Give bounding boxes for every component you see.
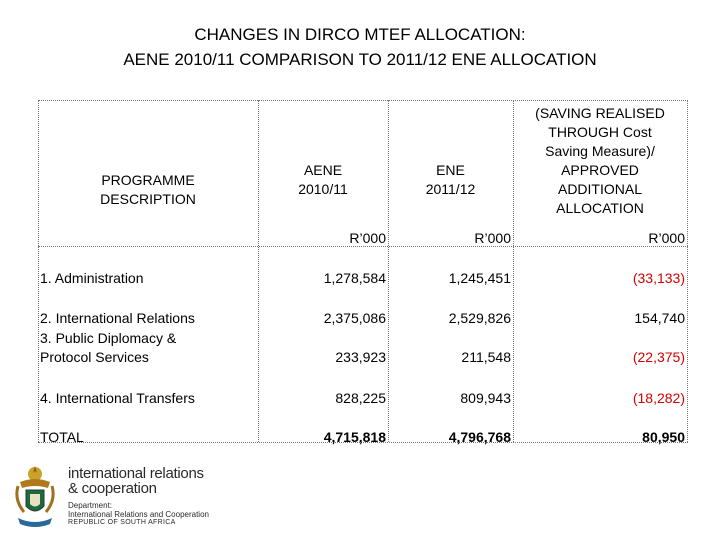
cell-ene: 809,943: [460, 390, 511, 406]
header-programme-line: PROGRAMME: [101, 172, 195, 188]
page-title: [0, 22, 720, 72]
header-ene-line: ENE: [436, 162, 465, 178]
header-aene-line: AENE: [303, 162, 343, 178]
total-label: TOTAL: [40, 429, 84, 445]
header-aene: [268, 161, 378, 199]
dept-line-2: International Relations and Cooperation: [68, 510, 209, 519]
cell-ene: 2,529,826: [448, 310, 511, 326]
unit-change: R’000: [648, 230, 685, 246]
row-label: 4. International Transfers: [40, 390, 195, 406]
table-border-right: [687, 100, 688, 442]
unit-ene: R’000: [474, 230, 511, 246]
cell-change: (22,375): [632, 349, 685, 365]
row-label: 2. International Relations: [40, 310, 195, 326]
total-change: 80,950: [642, 429, 685, 445]
cell-ene: 1,245,451: [448, 270, 511, 286]
table-border-top: [38, 100, 688, 101]
dept-line-1: Department:: [68, 501, 113, 510]
header-saving-line: Saving Measure)/: [545, 143, 655, 159]
cell-ene: 211,548: [461, 349, 511, 365]
header-saving: [514, 104, 686, 218]
title-line-1: CHANGES IN DIRCO MTEF ALLOCATION:: [194, 25, 526, 44]
total-aene: 4,715,818: [323, 429, 386, 445]
table-border-left: [38, 100, 39, 442]
total-ene: 4,796,768: [448, 429, 511, 445]
header-aene-line: 2010/11: [298, 181, 348, 197]
cell-aene: 233,923: [335, 349, 386, 365]
title-line-2: AENE 2010/11 COMPARISON TO 2011/12 ENE ALLOCATION: [123, 50, 597, 69]
unit-aene: R’000: [349, 230, 386, 246]
allocation-table: [38, 100, 688, 445]
brand-line-1: international relations: [68, 465, 204, 482]
cell-change: 154,740: [634, 310, 685, 326]
header-ene-line: 2011/12: [425, 181, 476, 197]
cell-change: (18,282): [632, 390, 685, 406]
header-saving-line: ADDITIONAL: [557, 181, 642, 197]
row-label: 1. Administration: [40, 270, 144, 286]
header-programme-line: DESCRIPTION: [100, 191, 196, 207]
header-ene: [393, 161, 508, 199]
header-saving-line: APPROVED: [561, 162, 639, 178]
cell-aene: 1,278,584: [323, 270, 386, 286]
header-saving-line: THROUGH Cost: [548, 124, 652, 140]
brand-text: [68, 466, 209, 527]
row-label: [40, 330, 176, 365]
cell-aene: 2,375,086: [323, 310, 386, 326]
header-saving-line: ALLOCATION: [556, 200, 644, 216]
row-label-line: 3. Public Diplomacy &: [40, 330, 177, 346]
table-divider-1: [258, 100, 259, 442]
dept-line-3: REPUBLIC OF SOUTH AFRICA: [68, 519, 176, 526]
header-divider: [38, 246, 688, 247]
brand-line-2: & cooperation: [68, 480, 157, 497]
cell-aene: 828,225: [335, 390, 386, 406]
cell-change: (33,133): [632, 270, 685, 286]
header-programme: [68, 171, 228, 209]
coat-of-arms-icon: [10, 462, 60, 532]
department-logo: [10, 462, 270, 536]
table-divider-2: [388, 100, 389, 442]
header-saving-line: (SAVING REALISED: [535, 105, 665, 121]
row-label-line: Protocol Services: [40, 349, 149, 365]
